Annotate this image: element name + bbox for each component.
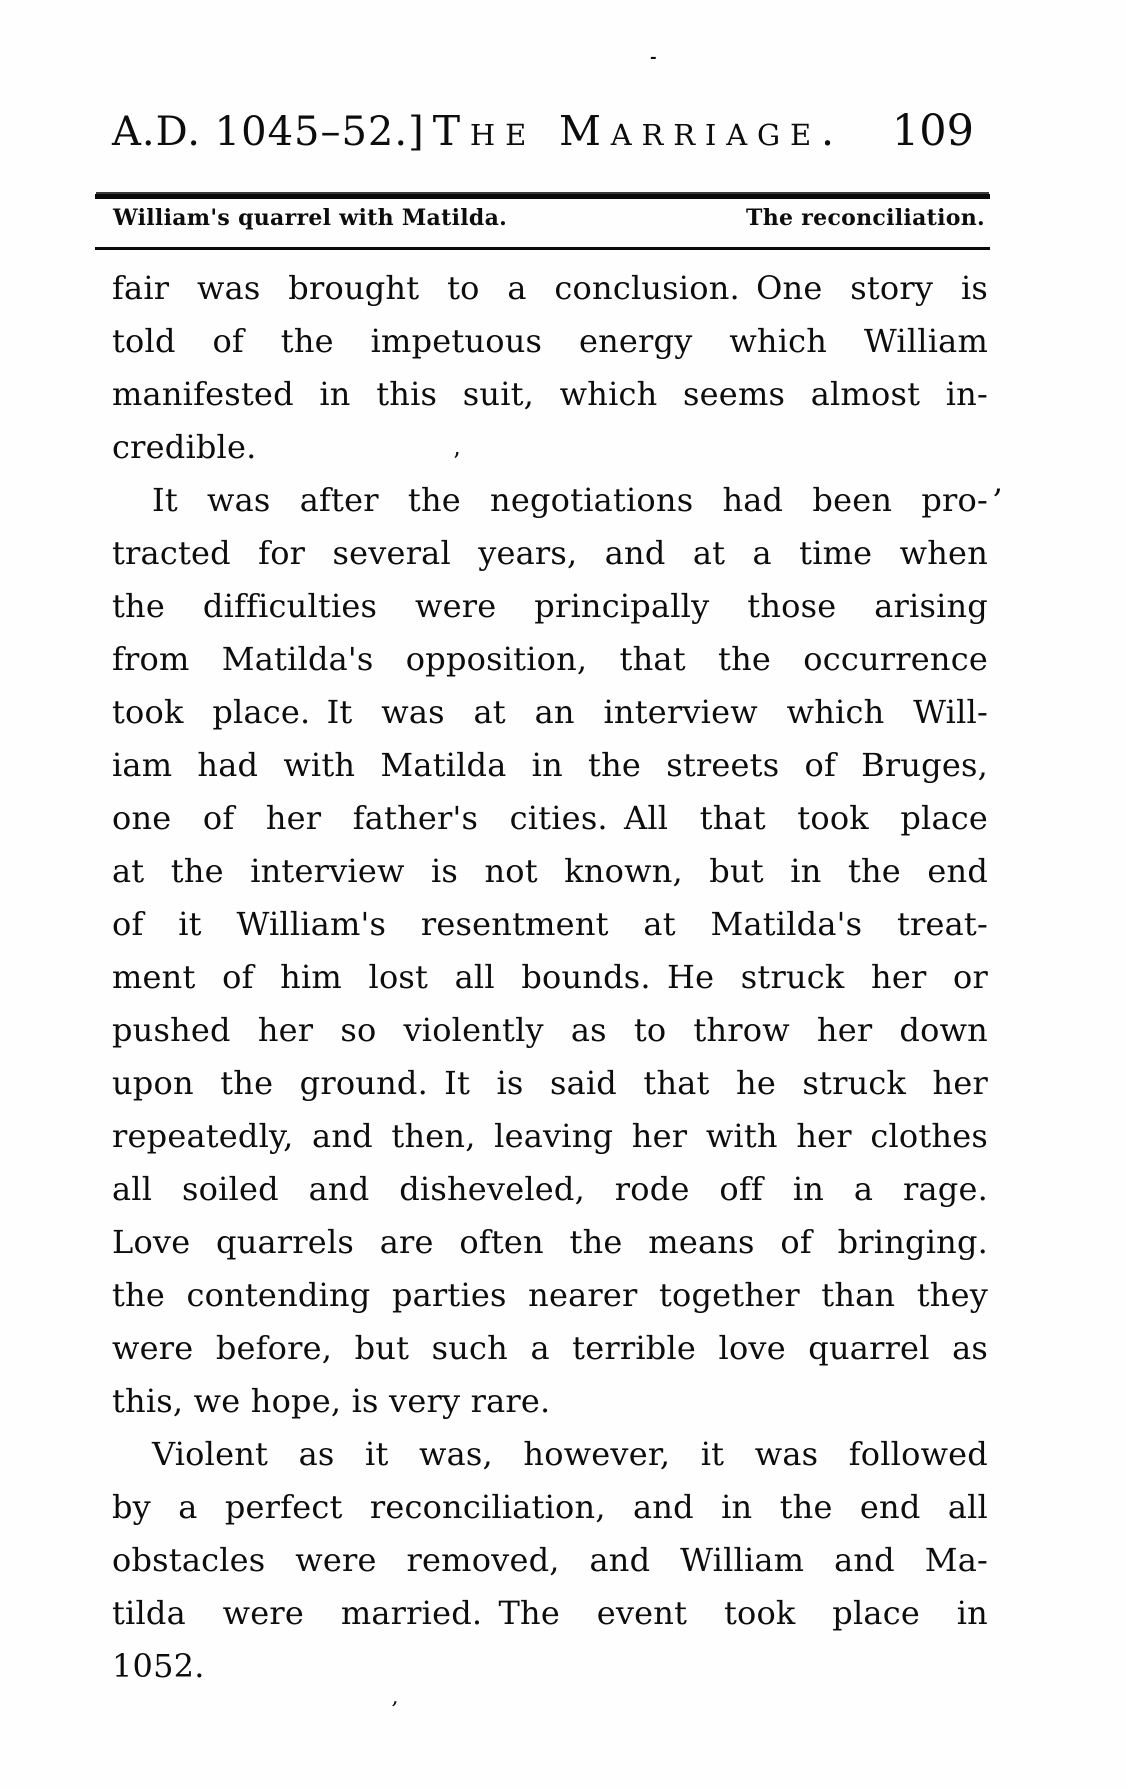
header-rule-top bbox=[95, 194, 990, 199]
text-line: 1052. bbox=[112, 1647, 205, 1685]
text-line: all soiled and disheveled, rode off in a rage. bbox=[112, 1170, 988, 1208]
text-line: manifested in this suit, which seems almost in- bbox=[112, 375, 988, 413]
text-line: told of the impetuous energy which William bbox=[112, 322, 988, 360]
running-heads bbox=[113, 205, 985, 231]
running-head-left: William's quarrel with Matilda. bbox=[113, 205, 508, 231]
page-number: 109 bbox=[891, 106, 974, 156]
header-rule-bottom bbox=[95, 247, 990, 250]
text-line: iam had with Matilda in the streets of Bruges, bbox=[112, 746, 988, 784]
text-line: credible. bbox=[112, 428, 257, 466]
text-line: this, we hope, is very rare. bbox=[112, 1382, 551, 1420]
text-line: by a perfect reconciliation, and in the end all bbox=[112, 1488, 988, 1526]
text-line: upon the ground. It is said that he struck her bbox=[112, 1064, 988, 1102]
text-line: tilda were married. The event took place in bbox=[112, 1594, 988, 1632]
running-head-right: The reconciliation. bbox=[746, 205, 985, 231]
text-line: at the interview is not known, but in the end bbox=[112, 852, 988, 890]
text-line: fair was brought to a conclusion. One story is bbox=[112, 269, 988, 307]
scan-comma-after-pro: , bbox=[993, 462, 1004, 500]
text-line: tracted for several years, and at a time when bbox=[112, 534, 988, 572]
text-line: of it William's resentment at Matilda's treat- bbox=[112, 905, 988, 943]
text-line: It was after the negotiations had been pro- bbox=[152, 481, 988, 519]
text-line: Violent as it was, however, it was followed bbox=[152, 1435, 988, 1473]
scan-tick-bottom: ’ bbox=[388, 1697, 399, 1724]
text-line: Love quarrels are often the means of bringing. bbox=[112, 1223, 988, 1261]
body-text bbox=[112, 262, 988, 1693]
text-line: the difficulties were principally those arising bbox=[112, 587, 988, 625]
text-line: the contending parties nearer together than they bbox=[112, 1276, 988, 1314]
scan-tick-above-the: ʼ bbox=[452, 448, 460, 476]
text-line: repeatedly, and then, leaving her with her clothes bbox=[112, 1117, 988, 1155]
chapter-title: The Marriage. bbox=[432, 107, 844, 155]
text-line: from Matilda's opposition, that the occurrence bbox=[112, 640, 988, 678]
text-line: pushed her so violently as to throw her down bbox=[112, 1011, 988, 1049]
text-line: ment of him lost all bounds. He struck her or bbox=[112, 958, 988, 996]
text-line: took place. It was at an interview which Will- bbox=[112, 693, 988, 731]
text-line: obstacles were removed, and William and Ma- bbox=[112, 1541, 988, 1579]
header-date-range: A.D. 1045–52.] bbox=[112, 109, 425, 155]
page-header bbox=[112, 106, 974, 156]
text-line: were before, but such a terrible love quarrel as bbox=[112, 1329, 988, 1367]
scan-speck-top: - bbox=[650, 47, 657, 66]
text-line: one of her father's cities. All that took place bbox=[112, 799, 988, 837]
